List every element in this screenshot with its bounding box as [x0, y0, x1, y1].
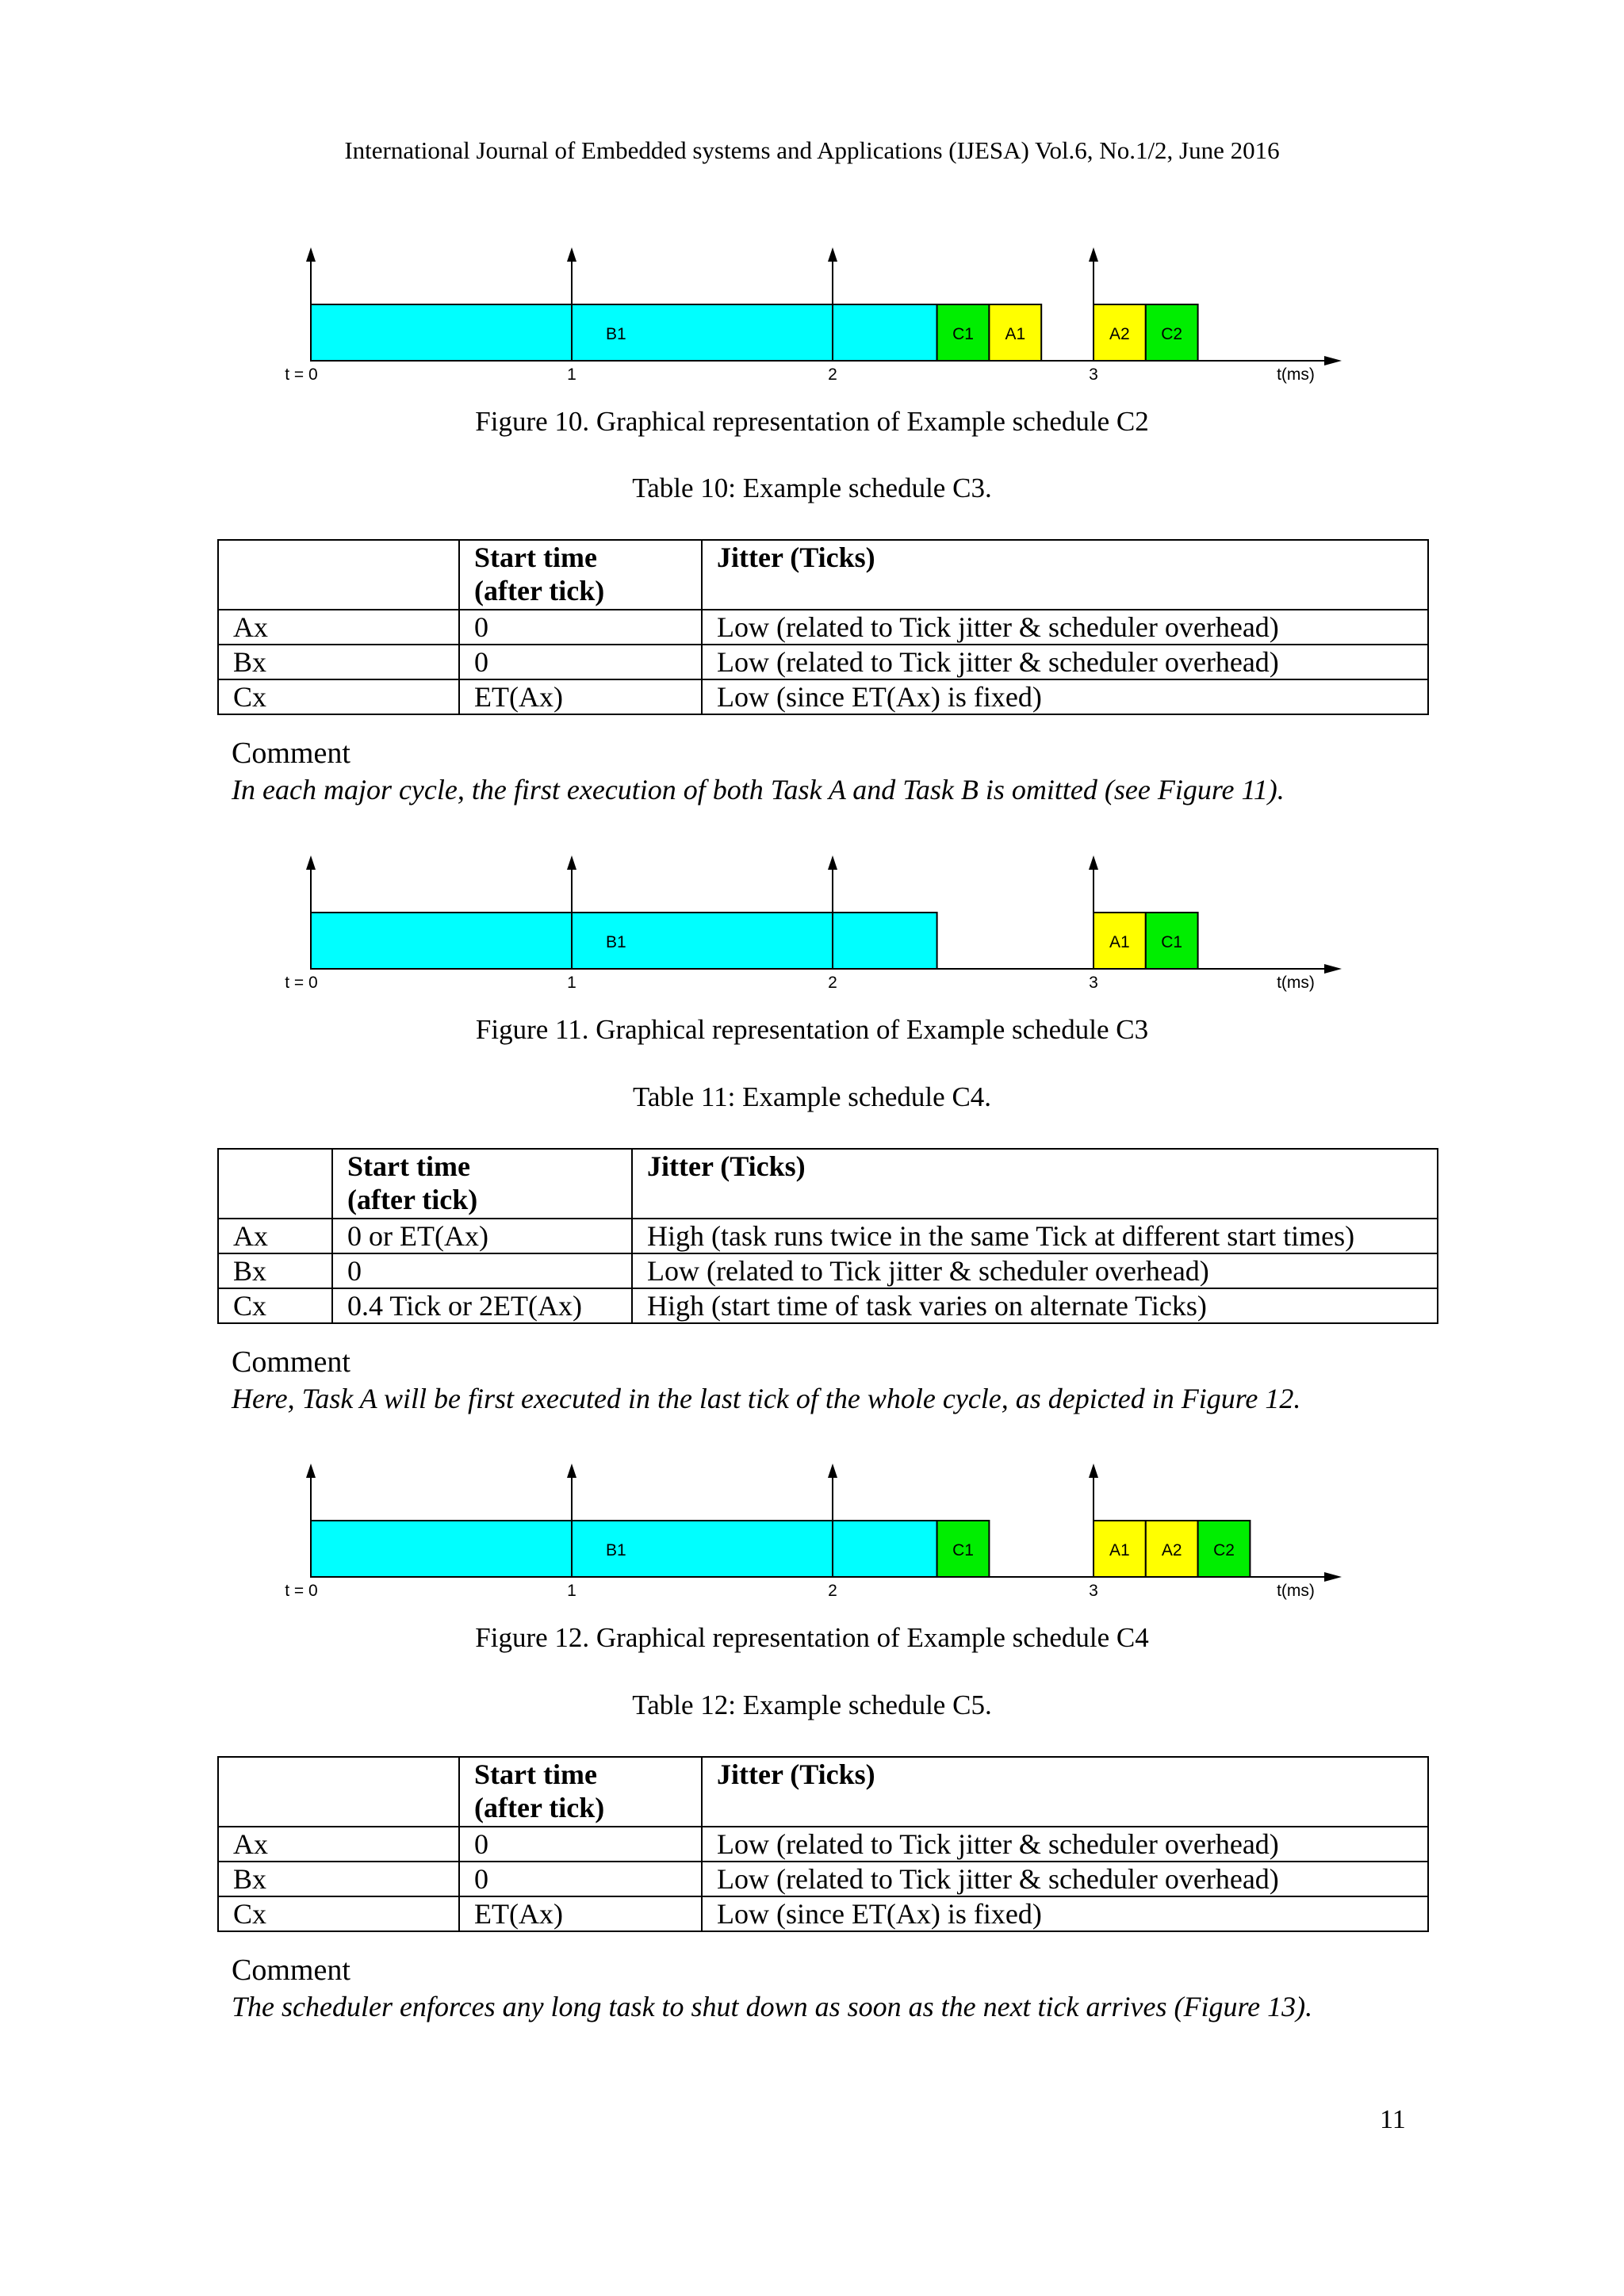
task-bar-label: C1 [1161, 933, 1183, 951]
figure-12 [0, 1454, 1624, 1628]
table-cell: Cx [218, 1288, 332, 1323]
table-row [218, 1896, 1428, 1931]
tick-arrowhead [306, 247, 316, 262]
figure-10-caption: Figure 10. Graphical representation of Example schedule C2 [475, 406, 1149, 437]
tick-label: 3 [1089, 1582, 1098, 1600]
table-cell: Low (related to Tick jitter & scheduler overhead) [702, 1827, 1428, 1862]
task-bar-label: C1 [952, 1541, 974, 1559]
tick-arrowhead [828, 855, 837, 870]
table-cell: 0 or ET(Ax) [332, 1219, 632, 1253]
task-bar-label: B1 [605, 1541, 626, 1559]
table-cell: Low (since ET(Ax) is fixed) [702, 1896, 1428, 1931]
table-10 [217, 539, 1429, 715]
table-cell: Low (related to Tick jitter & scheduler overhead) [702, 610, 1428, 645]
tick-label: 3 [1089, 974, 1098, 992]
table-cell: 0 [459, 645, 702, 679]
tick-arrowhead [306, 1464, 316, 1478]
figure-10 [0, 238, 1624, 412]
tick-label: 2 [828, 365, 837, 384]
axis-arrowhead [1324, 1572, 1342, 1582]
table-12-comment-title: Comment [232, 1954, 350, 1987]
figure-11 [0, 846, 1624, 1020]
axis-origin-label: t = 0 [285, 974, 318, 992]
table-cell: Jitter (Ticks) [702, 540, 1428, 610]
tick-label: 1 [567, 974, 576, 992]
axis-origin-label: t = 0 [285, 365, 318, 384]
task-bar-label: A1 [1109, 1541, 1130, 1559]
table-row [218, 1827, 1428, 1862]
figure-12-caption: Figure 12. Graphical representation of Example schedule C4 [475, 1622, 1149, 1653]
table-cell [218, 540, 459, 610]
task-bar-label: A2 [1161, 1541, 1182, 1559]
table-cell: Low (related to Tick jitter & scheduler overhead) [632, 1253, 1438, 1288]
tick-label: 2 [828, 974, 837, 992]
table-cell: Ax [218, 610, 459, 645]
tick-label: 1 [567, 365, 576, 384]
table-11-title: Table 11: Example schedule C4. [632, 1081, 992, 1112]
table-cell: High (task runs twice in the same Tick at different start times) [632, 1219, 1438, 1253]
table-row [218, 1219, 1438, 1253]
table-header-row [218, 1757, 1428, 1827]
timing-diagram [0, 1454, 1624, 1628]
table-row [218, 645, 1428, 679]
timing-diagram [0, 238, 1624, 412]
tick-arrowhead [1089, 855, 1098, 870]
table-cell: High (start time of task varies on alternate Ticks) [632, 1288, 1438, 1323]
table-12-comment: The scheduler enforces any long task to shut down as soon as the next tick arrives (Figure 13). [232, 1991, 1313, 2022]
page-number: 11 [1380, 2105, 1406, 2134]
tick-label: 2 [828, 1582, 837, 1600]
table-cell: Start time (after tick) [332, 1149, 632, 1219]
task-bar-label: B1 [605, 933, 626, 951]
table-cell: Low (related to Tick jitter & scheduler overhead) [702, 1862, 1428, 1896]
table-12-title: Table 12: Example schedule C5. [632, 1689, 992, 1720]
table-cell: Jitter (Ticks) [702, 1757, 1428, 1827]
axis-origin-label: t = 0 [285, 1582, 318, 1600]
task-bar-label: B1 [605, 325, 626, 343]
figure-11-caption: Figure 11. Graphical representation of Example schedule C3 [475, 1014, 1149, 1045]
table-11-comment: Here, Task A will be first executed in the last tick of the whole cycle, as depicted in Figure 12. [232, 1383, 1301, 1414]
axis-unit-label: t(ms) [1277, 974, 1315, 992]
axis-unit-label: t(ms) [1277, 1582, 1315, 1600]
task-bar-label: C1 [952, 325, 974, 343]
axis-unit-label: t(ms) [1277, 365, 1315, 384]
tick-arrowhead [1089, 1464, 1098, 1478]
table-11-comment-title: Comment [232, 1345, 350, 1379]
table-10-title: Table 10: Example schedule C3. [632, 473, 992, 503]
table-cell: Low (since ET(Ax) is fixed) [702, 679, 1428, 714]
table-10-comment: In each major cycle, the first execution of both Task A and Task B is omitted (see Figure 11). [232, 774, 1285, 806]
task-bar-label: C2 [1161, 325, 1183, 343]
table-cell: 0 [459, 610, 702, 645]
table-cell: Bx [218, 645, 459, 679]
running-header: International Journal of Embedded systems and Applications (IJESA) Vol.6, No.1/2, June 2016 [344, 136, 1280, 164]
task-bar-label: A2 [1109, 325, 1130, 343]
table-cell: ET(Ax) [459, 679, 702, 714]
timing-diagram [0, 846, 1624, 1020]
table-row [218, 610, 1428, 645]
table-11 [217, 1148, 1438, 1324]
table-cell: Ax [218, 1827, 459, 1862]
tick-arrowhead [306, 855, 316, 870]
tick-label: 3 [1089, 365, 1098, 384]
table-cell: 0.4 Tick or 2ET(Ax) [332, 1288, 632, 1323]
table-cell: Jitter (Ticks) [632, 1149, 1438, 1219]
tick-arrowhead [567, 1464, 576, 1478]
table-cell: Cx [218, 1896, 459, 1931]
table-row [218, 679, 1428, 714]
table-header-row [218, 1149, 1438, 1219]
table-header-row [218, 540, 1428, 610]
tick-label: 1 [567, 1582, 576, 1600]
table-cell: 0 [459, 1862, 702, 1896]
tick-arrowhead [828, 247, 837, 262]
table-cell: Bx [218, 1253, 332, 1288]
table-row [218, 1288, 1438, 1323]
axis-arrowhead [1324, 356, 1342, 365]
table-cell: Bx [218, 1862, 459, 1896]
table-cell: Start time (after tick) [459, 540, 702, 610]
tick-arrowhead [567, 247, 576, 262]
table-10-comment-title: Comment [232, 737, 350, 770]
tick-arrowhead [828, 1464, 837, 1478]
task-bar-label: A1 [1005, 325, 1026, 343]
table-row [218, 1862, 1428, 1896]
table-cell: Ax [218, 1219, 332, 1253]
task-bar-label: C2 [1213, 1541, 1235, 1559]
table-12 [217, 1756, 1429, 1932]
table-cell: 0 [332, 1253, 632, 1288]
tick-arrowhead [1089, 247, 1098, 262]
table-cell: Cx [218, 679, 459, 714]
table-cell: 0 [459, 1827, 702, 1862]
table-cell: ET(Ax) [459, 1896, 702, 1931]
table-cell: Low (related to Tick jitter & scheduler overhead) [702, 645, 1428, 679]
table-cell: Start time (after tick) [459, 1757, 702, 1827]
tick-arrowhead [567, 855, 576, 870]
table-cell [218, 1149, 332, 1219]
table-cell [218, 1757, 459, 1827]
axis-arrowhead [1324, 964, 1342, 974]
table-row [218, 1253, 1438, 1288]
task-bar-label: A1 [1109, 933, 1130, 951]
